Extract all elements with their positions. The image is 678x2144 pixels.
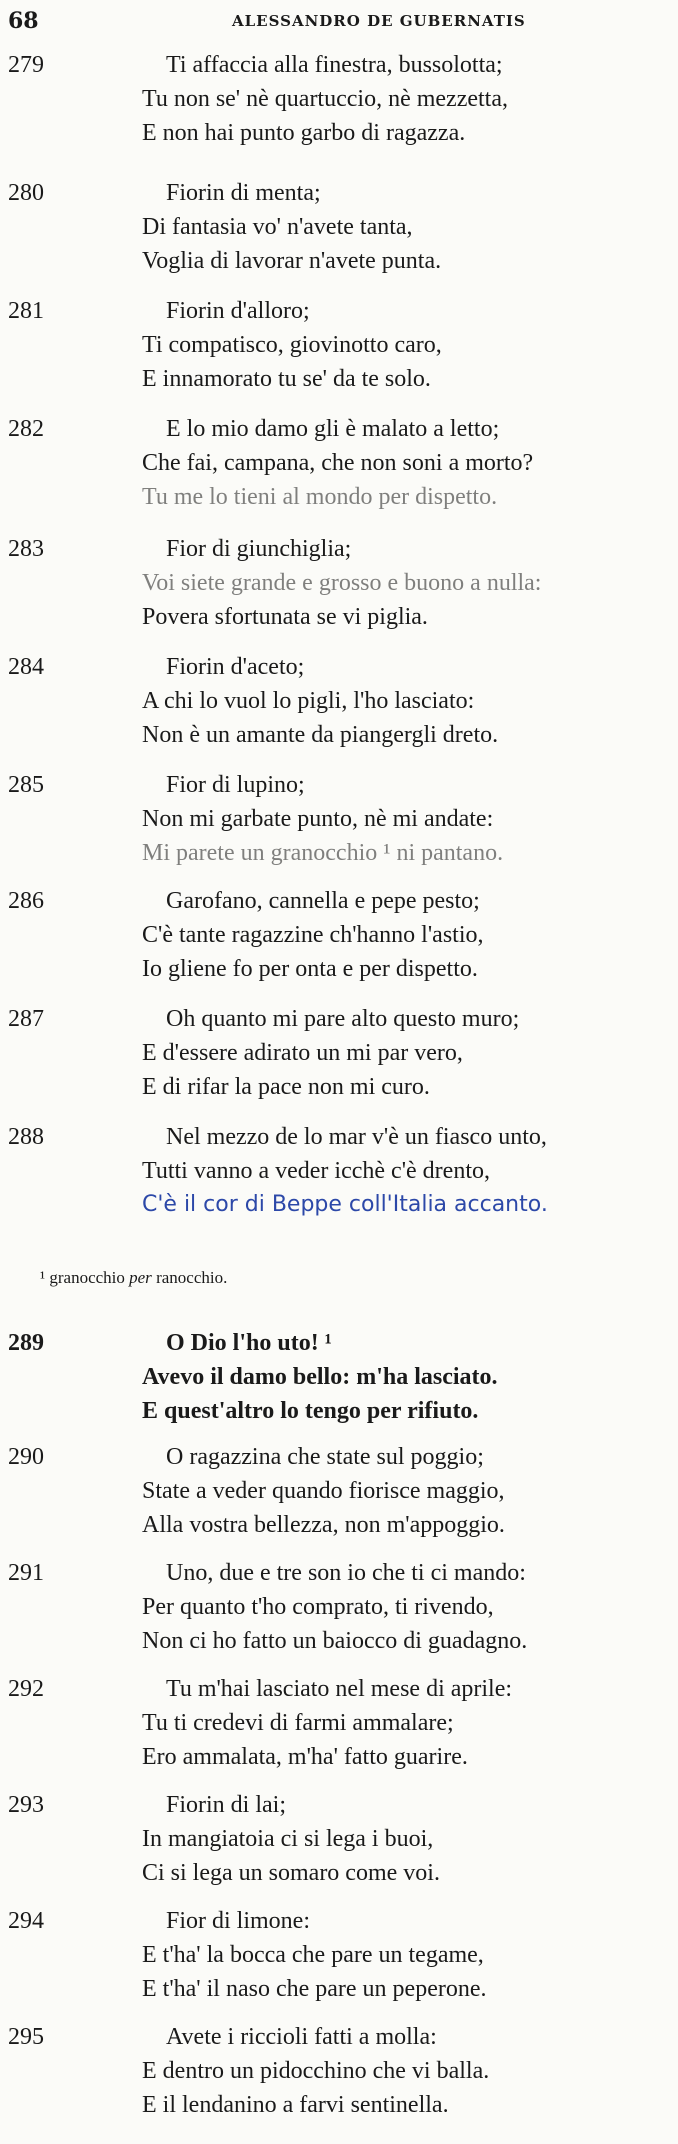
stanza-number: 294	[8, 1908, 44, 1934]
stanza-number: 286	[8, 888, 44, 914]
verse-line: Povera sfortunata se vi piglia.	[142, 604, 428, 630]
stanza-number: 283	[8, 536, 44, 562]
verse-line: Ti affaccia alla finestra, bussolotta;	[166, 52, 503, 78]
verse-line: E t'ha' la bocca che pare un tegame,	[142, 1942, 484, 1968]
footnote	[40, 1268, 227, 1288]
verse-line: State a veder quando fiorisce maggio,	[142, 1478, 505, 1504]
verse-line: Tutti vanno a veder icchè c'è drento,	[142, 1158, 490, 1184]
stanza-number: 282	[8, 416, 44, 442]
stanza-number: 279	[8, 52, 44, 78]
verse-line: Fiorin di menta;	[166, 180, 321, 206]
verse-line: C'è tante ragazzine ch'hanno l'astio,	[142, 922, 484, 948]
running-head: ALESSANDRO DE GUBERNATIS	[232, 12, 526, 30]
verse-line: Nel mezzo de lo mar v'è un fiasco unto,	[166, 1124, 547, 1150]
verse-line: Avevo il damo bello: m'ha lasciato.	[142, 1364, 498, 1390]
stanza-number: 285	[8, 772, 44, 798]
stanza-number: 281	[8, 298, 44, 324]
verse-line: Avete i riccioli fatti a molla:	[166, 2024, 437, 2050]
verse-line: Fiorin d'alloro;	[166, 298, 310, 324]
page-number: 68	[8, 8, 39, 34]
verse-line: Voi siete grande e grosso e buono a nulla:	[142, 570, 542, 596]
verse-line: Tu m'hai lasciato nel mese di aprile:	[166, 1676, 513, 1702]
verse-line: Fior di giunchiglia;	[166, 536, 352, 562]
verse-line: E il lendanino a farvi sentinella.	[142, 2092, 449, 2118]
verse-line: Non ci ho fatto un baiocco di guadagno.	[142, 1628, 528, 1654]
stanza-number: 280	[8, 180, 44, 206]
footnote-connector: per	[129, 1268, 152, 1287]
verse-line: Tu non se' nè quartuccio, nè mezzetta,	[142, 86, 508, 112]
verse-line: Ci si lega un somaro come voi.	[142, 1860, 440, 1886]
page-header	[0, 8, 678, 40]
verse-line: Che fai, campana, che non soni a morto?	[142, 450, 534, 476]
verse-line: E lo mio damo gli è malato a letto;	[166, 416, 500, 442]
verse-line: E innamorato tu se' da te solo.	[142, 366, 431, 392]
verse-line: Per quanto t'ho comprato, ti rivendo,	[142, 1594, 494, 1620]
stanza-number: 295	[8, 2024, 44, 2050]
verse-line: Fior di limone:	[166, 1908, 310, 1934]
stanza-number: 288	[8, 1124, 44, 1150]
verse-line: Non mi garbate punto, nè mi andate:	[142, 806, 494, 832]
verse-line: Fiorin d'aceto;	[166, 654, 305, 680]
verse-line: A chi lo vuol lo pigli, l'ho lasciato:	[142, 688, 475, 714]
verse-line: E quest'altro lo tengo per rifiuto.	[142, 1398, 479, 1424]
verse-line: E dentro un pidocchino che vi balla.	[142, 2058, 490, 2084]
verse-line: Alla vostra bellezza, non m'appoggio.	[142, 1512, 505, 1538]
verse-line: Non è un amante da piangergli dreto.	[142, 722, 499, 748]
verse-line: O ragazzina che state sul poggio;	[166, 1444, 484, 1470]
verse-line: Tu ti credevi di farmi ammalare;	[142, 1710, 454, 1736]
verse-line: Ti compatisco, giovinotto caro,	[142, 332, 442, 358]
stanza-number: 287	[8, 1006, 44, 1032]
stanza-number: 284	[8, 654, 44, 680]
stanza-number: 291	[8, 1560, 44, 1586]
verse-line: E di rifar la pace non mi curo.	[142, 1074, 430, 1100]
verse-line: Tu me lo tieni al mondo per dispetto.	[142, 484, 498, 510]
stanza-number: 292	[8, 1676, 44, 1702]
verse-line: Fiorin di lai;	[166, 1792, 286, 1818]
verse-line: E d'essere adirato un mi par vero,	[142, 1040, 463, 1066]
verse-line: Mi parete un granocchio ¹ ni pantano.	[142, 840, 504, 866]
verse-line: Ero ammalata, m'ha' fatto guarire.	[142, 1744, 468, 1770]
verse-line: E non hai punto garbo di ragazza.	[142, 120, 466, 146]
footnote-word: granocchio	[49, 1268, 125, 1287]
verse-line: Di fantasia vo' n'avete tanta,	[142, 214, 413, 240]
verse-line: Garofano, cannella e pepe pesto;	[166, 888, 480, 914]
footnote-gloss: ranocchio.	[156, 1268, 228, 1287]
handwritten-verse-line: C'è il cor di Beppe coll'Italia accanto.	[142, 1192, 548, 1217]
footnote-marker: ¹	[40, 1268, 46, 1287]
stanza-number: 293	[8, 1792, 44, 1818]
stanza-number: 289	[8, 1330, 44, 1356]
verse-line: Oh quanto mi pare alto questo muro;	[166, 1006, 520, 1032]
verse-line: E t'ha' il naso che pare un peperone.	[142, 1976, 487, 2002]
verse-line: Fior di lupino;	[166, 772, 305, 798]
verse-line: Voglia di lavorar n'avete punta.	[142, 248, 442, 274]
verse-line: O Dio l'ho uto! ¹	[166, 1330, 332, 1356]
verse-line: Uno, due e tre son io che ti ci mando:	[166, 1560, 526, 1586]
stanza-number: 290	[8, 1444, 44, 1470]
verse-line: In mangiatoia ci si lega i buoi,	[142, 1826, 434, 1852]
verse-line: Io gliene fo per onta e per dispetto.	[142, 956, 478, 982]
